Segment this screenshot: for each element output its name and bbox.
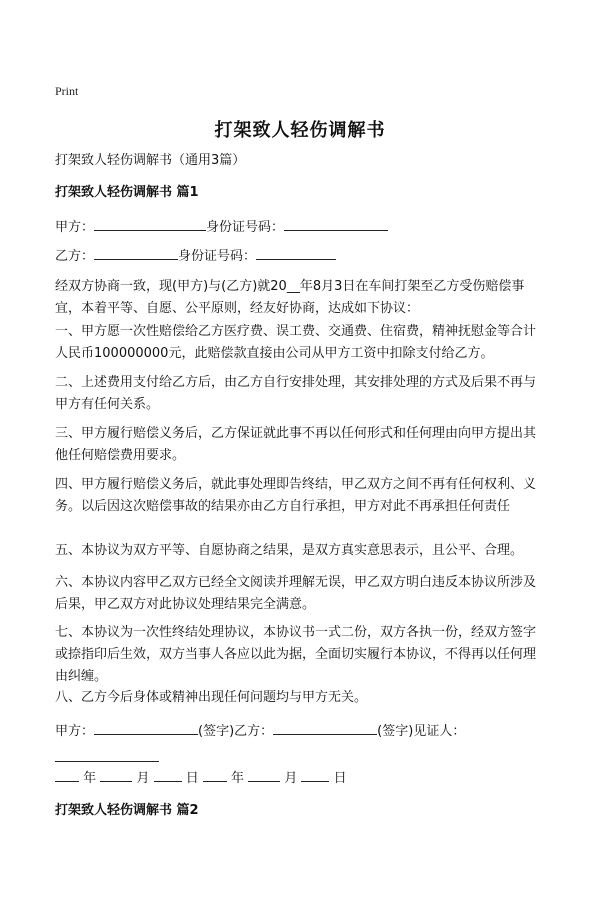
clause-1: 一、甲方愿一次性赔偿给乙方医疗费、误工费、交通费、住宿费，精神抚慰金等合计人民币100000000元，此赔偿款直接由公司从甲方工资中扣除支付给乙方。 [55,324,537,361]
date-day-blank-2 [301,766,329,782]
signature-mark-2: (签字)见证人： [377,724,466,739]
signature-mark-1: (签字)乙方： [198,724,274,739]
clause-7: 七、本协议为一次性终结处理协议，本协议书一式二份，双方各执一份，经双方签字或捺指印后生效，双方当事人各应以此为据，全面切实履行本协议，不得再以任何理由纠缠。 [55,625,537,684]
clause-6: 六、本协议内容甲乙双方已经全文阅读并理解无误，甲乙双方明白违反本协议所涉及后果，甲乙双方对此协议处理结果完全满意。 [55,575,537,612]
date-day-label-2: 日 [333,771,347,786]
party-a-name-blank [94,215,206,231]
date-year-label-2: 年 [231,771,245,786]
party-a-label: 甲方： [55,220,95,235]
clause-2: 二、上述费用支付给乙方后，由乙方自行安排处理，其安排处理的方式及后果不再与甲方有任何关系。 [55,375,537,412]
print-label: Print [55,84,79,98]
party-b-label: 乙方： [55,249,95,264]
date-day-label-1: 日 [185,771,199,786]
witness-blank [55,743,159,762]
date-year-blank-1 [55,766,79,782]
section-heading-2: 打架致人轻伤调解书 篇2 [55,803,199,818]
party-b-line [55,244,545,268]
date-month-blank-1 [100,766,132,782]
signature-party-a-label: 甲方： [55,724,95,739]
party-b-id-blank [256,244,336,260]
party-b-name-blank [94,244,178,260]
date-year-blank-2 [203,766,227,782]
clause-8: 八、乙方今后身体或精神出现任何问题均与甲方无关。 [55,690,368,705]
date-year-label-1: 年 [83,771,97,786]
intro-paragraph: 经双方协商一致，现(甲方)与(乙方)就20__年8月3日在车间打架至乙方受伤赔偿事宜，本着平等、自愿、公平原则，经友好协商，达成如下协议： [55,279,525,316]
document-subtitle: 打架致人轻伤调解书（通用3篇） [55,153,246,168]
section-heading-1: 打架致人轻伤调解书 篇1 [55,185,199,200]
date-month-label-2: 月 [284,771,298,786]
signature-line [55,719,545,762]
date-month-label-1: 月 [136,771,150,786]
date-line [55,766,545,790]
clause-3: 三、甲方履行赔偿义务后，乙方保证就此事不再以任何形式和任何理由向甲方提出其他任何赔偿费用要求。 [55,426,537,463]
date-month-blank-2 [248,766,280,782]
clause-4: 四、甲方履行赔偿义务后，就此事处理即告终结，甲乙双方之间不再有任何权利、义务。以后因这次赔偿事故的结果亦由乙方自行承担，甲方对此不再承担任何责任 [55,477,537,514]
signature-party-b-blank [273,719,377,735]
document-title: 打架致人轻伤调解书 [214,120,386,141]
party-a-id-blank [284,215,388,231]
party-a-id-label: 身份证号码： [206,220,285,235]
signature-party-a-blank [94,719,198,735]
clause-5: 五、本协议为双方平等、自愿协商之结果，是双方真实意思表示，且公平、合理。 [55,543,524,558]
party-a-line [55,215,545,239]
party-b-id-label: 身份证号码： [178,249,257,264]
date-day-blank-1 [154,766,182,782]
